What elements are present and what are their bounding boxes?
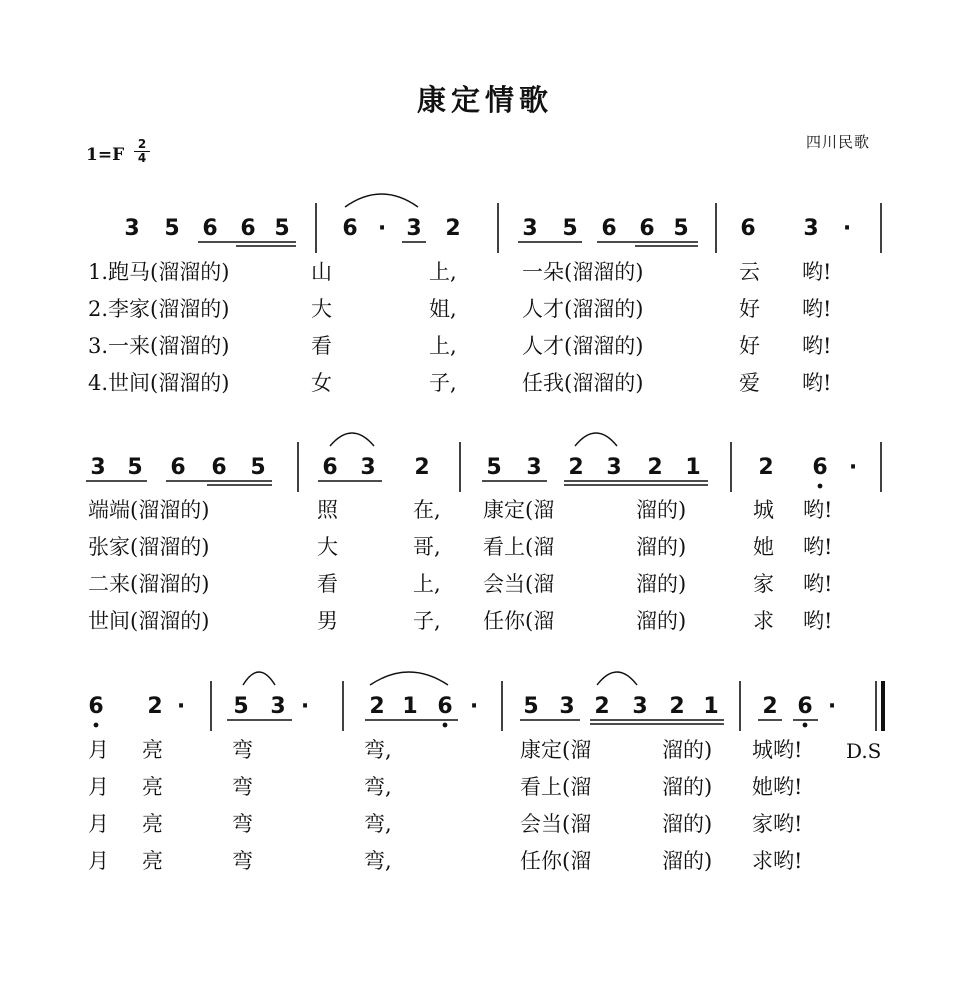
lyric-segment: 好 bbox=[739, 334, 760, 358]
lyric-segment: 康定(溜 bbox=[520, 738, 592, 762]
note: 6 bbox=[812, 455, 828, 480]
lyric-segment: 子, bbox=[429, 371, 457, 395]
lyric-segment: 求哟! bbox=[752, 849, 803, 873]
octave-dot bbox=[443, 723, 448, 728]
lyric-segment: 端端(溜溜的) bbox=[88, 498, 210, 522]
key-signature: 1=F bbox=[86, 145, 125, 165]
lyric-segment: 任我(溜溜的) bbox=[522, 371, 644, 395]
lyric-segment: 在, bbox=[413, 498, 441, 522]
lyric-segment: 云 bbox=[739, 260, 760, 284]
lyric-segment: 4.世间(溜溜的) bbox=[88, 371, 230, 395]
slur bbox=[575, 433, 617, 446]
note: · bbox=[827, 694, 837, 719]
lyric-segment: 哟! bbox=[803, 572, 833, 596]
lyric-segment: 弯 bbox=[232, 849, 253, 873]
note: 6 bbox=[170, 455, 186, 480]
note: 2 bbox=[369, 694, 385, 719]
lyric-segment: 上, bbox=[413, 572, 441, 596]
note: 3 bbox=[90, 455, 106, 480]
note: 3 bbox=[360, 455, 376, 480]
note: 5 bbox=[164, 216, 180, 241]
lyric-segment: 看 bbox=[311, 334, 332, 358]
time-signature bbox=[134, 138, 150, 165]
lyric-segment: 山 bbox=[311, 260, 332, 284]
note: 3 bbox=[803, 216, 819, 241]
meter-denominator: 4 bbox=[137, 151, 147, 165]
note: 6 bbox=[437, 694, 453, 719]
lyric-segment: 城 bbox=[753, 498, 774, 522]
note: 5 bbox=[233, 694, 249, 719]
note: · bbox=[848, 455, 858, 480]
lyric-segment: 弯, bbox=[364, 849, 392, 873]
lyric-segment: 弯 bbox=[232, 812, 253, 836]
note: 1 bbox=[685, 455, 701, 480]
octave-dot bbox=[818, 484, 823, 489]
octave-dot bbox=[803, 723, 808, 728]
lyric-segment: 溜的) bbox=[636, 609, 687, 633]
octave-dot bbox=[94, 723, 99, 728]
lyric-segment: 溜的) bbox=[636, 498, 687, 522]
lyric-segment: 男 bbox=[317, 609, 338, 633]
lyric-segment: 弯 bbox=[232, 738, 253, 762]
note: · bbox=[176, 694, 186, 719]
note: 1 bbox=[703, 694, 719, 719]
note: 2 bbox=[669, 694, 685, 719]
song-title: 康定情歌 bbox=[416, 83, 553, 117]
lyric-segment: 任你(溜 bbox=[520, 849, 592, 873]
note: 6 bbox=[240, 216, 256, 241]
lyric-segment: 弯, bbox=[364, 738, 392, 762]
note: 2 bbox=[568, 455, 584, 480]
lyric-segment: 哟! bbox=[803, 535, 833, 559]
lyric-segment: 亮 bbox=[142, 775, 163, 799]
dal-segno-mark: D.S bbox=[846, 739, 882, 763]
note: 3 bbox=[270, 694, 286, 719]
note: · bbox=[469, 694, 479, 719]
note: · bbox=[300, 694, 310, 719]
note: 6 bbox=[797, 694, 813, 719]
note: 6 bbox=[740, 216, 756, 241]
lyric-segment: 看上(溜 bbox=[520, 775, 592, 799]
lyric-segment: 哥, bbox=[413, 535, 441, 559]
slur bbox=[345, 194, 418, 207]
lyric-segment: 亮 bbox=[142, 812, 163, 836]
lyric-segment: 弯, bbox=[364, 812, 392, 836]
note: 3 bbox=[526, 455, 542, 480]
lyric-segment: 哟! bbox=[802, 297, 832, 321]
slur bbox=[597, 672, 637, 685]
lyric-segment: 爱 bbox=[739, 371, 760, 395]
lyric-segment: 上, bbox=[429, 260, 457, 284]
lyric-segment: 溜的) bbox=[662, 812, 713, 836]
slur bbox=[370, 672, 448, 685]
lyric-segment: 会当(溜 bbox=[483, 572, 555, 596]
lyric-segment: 溜的) bbox=[662, 849, 713, 873]
note: 6 bbox=[639, 216, 655, 241]
note: 6 bbox=[202, 216, 218, 241]
lyric-segment: 大 bbox=[317, 535, 338, 559]
meter-numerator: 2 bbox=[134, 138, 150, 152]
lyric-segment: 二来(溜溜的) bbox=[88, 572, 210, 596]
lyric-segment: 1.跑马(溜溜的) bbox=[88, 260, 230, 284]
lyric-segment: 姐, bbox=[429, 297, 457, 321]
note: 5 bbox=[127, 455, 143, 480]
note: 6 bbox=[342, 216, 358, 241]
lyric-segment: 康定(溜 bbox=[483, 498, 555, 522]
lyric-segment: 她哟! bbox=[752, 775, 803, 799]
lyric-segment: 城哟! bbox=[752, 738, 803, 762]
lyric-segment: 哟! bbox=[802, 371, 832, 395]
note: 2 bbox=[647, 455, 663, 480]
lyric-segment: 世间(溜溜的) bbox=[88, 609, 210, 633]
note: 2 bbox=[414, 455, 430, 480]
note: 1 bbox=[402, 694, 418, 719]
lyric-segment: 子, bbox=[413, 609, 441, 633]
lyric-segment: 哟! bbox=[803, 609, 833, 633]
note: 3 bbox=[124, 216, 140, 241]
note: 5 bbox=[673, 216, 689, 241]
lyric-segment: 3.一来(溜溜的) bbox=[88, 334, 230, 358]
lyric-segment: 月 bbox=[88, 812, 109, 836]
note: 6 bbox=[322, 455, 338, 480]
note: 2 bbox=[762, 694, 778, 719]
lyric-segment: 哟! bbox=[802, 260, 832, 284]
note: 6 bbox=[88, 694, 104, 719]
lyric-segment: 人才(溜溜的) bbox=[522, 334, 644, 358]
lyric-segment: 哟! bbox=[803, 498, 833, 522]
note: 2 bbox=[445, 216, 461, 241]
lyric-segment: 溜的) bbox=[636, 535, 687, 559]
lyric-segment: 弯 bbox=[232, 775, 253, 799]
slur bbox=[243, 672, 275, 685]
lyric-segment: 弯, bbox=[364, 775, 392, 799]
lyric-segment: 看上(溜 bbox=[483, 535, 555, 559]
lyric-segment: 一朵(溜溜的) bbox=[522, 260, 644, 284]
note: 3 bbox=[606, 455, 622, 480]
lyric-segment: 照 bbox=[317, 498, 338, 522]
lyric-segment: 家哟! bbox=[752, 812, 803, 836]
lyric-segment: 她 bbox=[753, 535, 774, 559]
slur bbox=[330, 433, 374, 446]
lyric-segment: 家 bbox=[753, 572, 774, 596]
note: 5 bbox=[486, 455, 502, 480]
lyric-segment: 溜的) bbox=[636, 572, 687, 596]
note: · bbox=[842, 216, 852, 241]
note: 2 bbox=[594, 694, 610, 719]
lyric-segment: 求 bbox=[753, 609, 774, 633]
note: 5 bbox=[250, 455, 266, 480]
note: 6 bbox=[601, 216, 617, 241]
song-source: 四川民歌 bbox=[806, 133, 871, 151]
lyric-segment: 月 bbox=[88, 738, 109, 762]
lyric-segment: 亮 bbox=[142, 738, 163, 762]
lyric-segment: 张家(溜溜的) bbox=[88, 535, 210, 559]
lyric-segment: 月 bbox=[88, 775, 109, 799]
note: 5 bbox=[274, 216, 290, 241]
lyric-segment: 哟! bbox=[802, 334, 832, 358]
note: 5 bbox=[523, 694, 539, 719]
note: 3 bbox=[406, 216, 422, 241]
lyric-segment: 溜的) bbox=[662, 738, 713, 762]
note: 3 bbox=[522, 216, 538, 241]
note: 2 bbox=[758, 455, 774, 480]
lyric-segment: 看 bbox=[317, 572, 338, 596]
note: 2 bbox=[147, 694, 163, 719]
lyric-segment: 女 bbox=[311, 371, 332, 395]
note: 5 bbox=[562, 216, 578, 241]
lyric-segment: 大 bbox=[311, 297, 332, 321]
lyric-segment: 好 bbox=[739, 297, 760, 321]
lyric-segment: 2.李家(溜溜的) bbox=[88, 297, 230, 321]
note: 3 bbox=[632, 694, 648, 719]
note: 3 bbox=[559, 694, 575, 719]
lyric-segment: 人才(溜溜的) bbox=[522, 297, 644, 321]
note: 6 bbox=[211, 455, 227, 480]
lyric-segment: 上, bbox=[429, 334, 457, 358]
lyric-segment: 会当(溜 bbox=[520, 812, 592, 836]
lyric-segment: 溜的) bbox=[662, 775, 713, 799]
lyric-segment: 亮 bbox=[142, 849, 163, 873]
lyric-segment: 月 bbox=[88, 849, 109, 873]
note: · bbox=[377, 216, 387, 241]
lyric-segment: 任你(溜 bbox=[483, 609, 555, 633]
